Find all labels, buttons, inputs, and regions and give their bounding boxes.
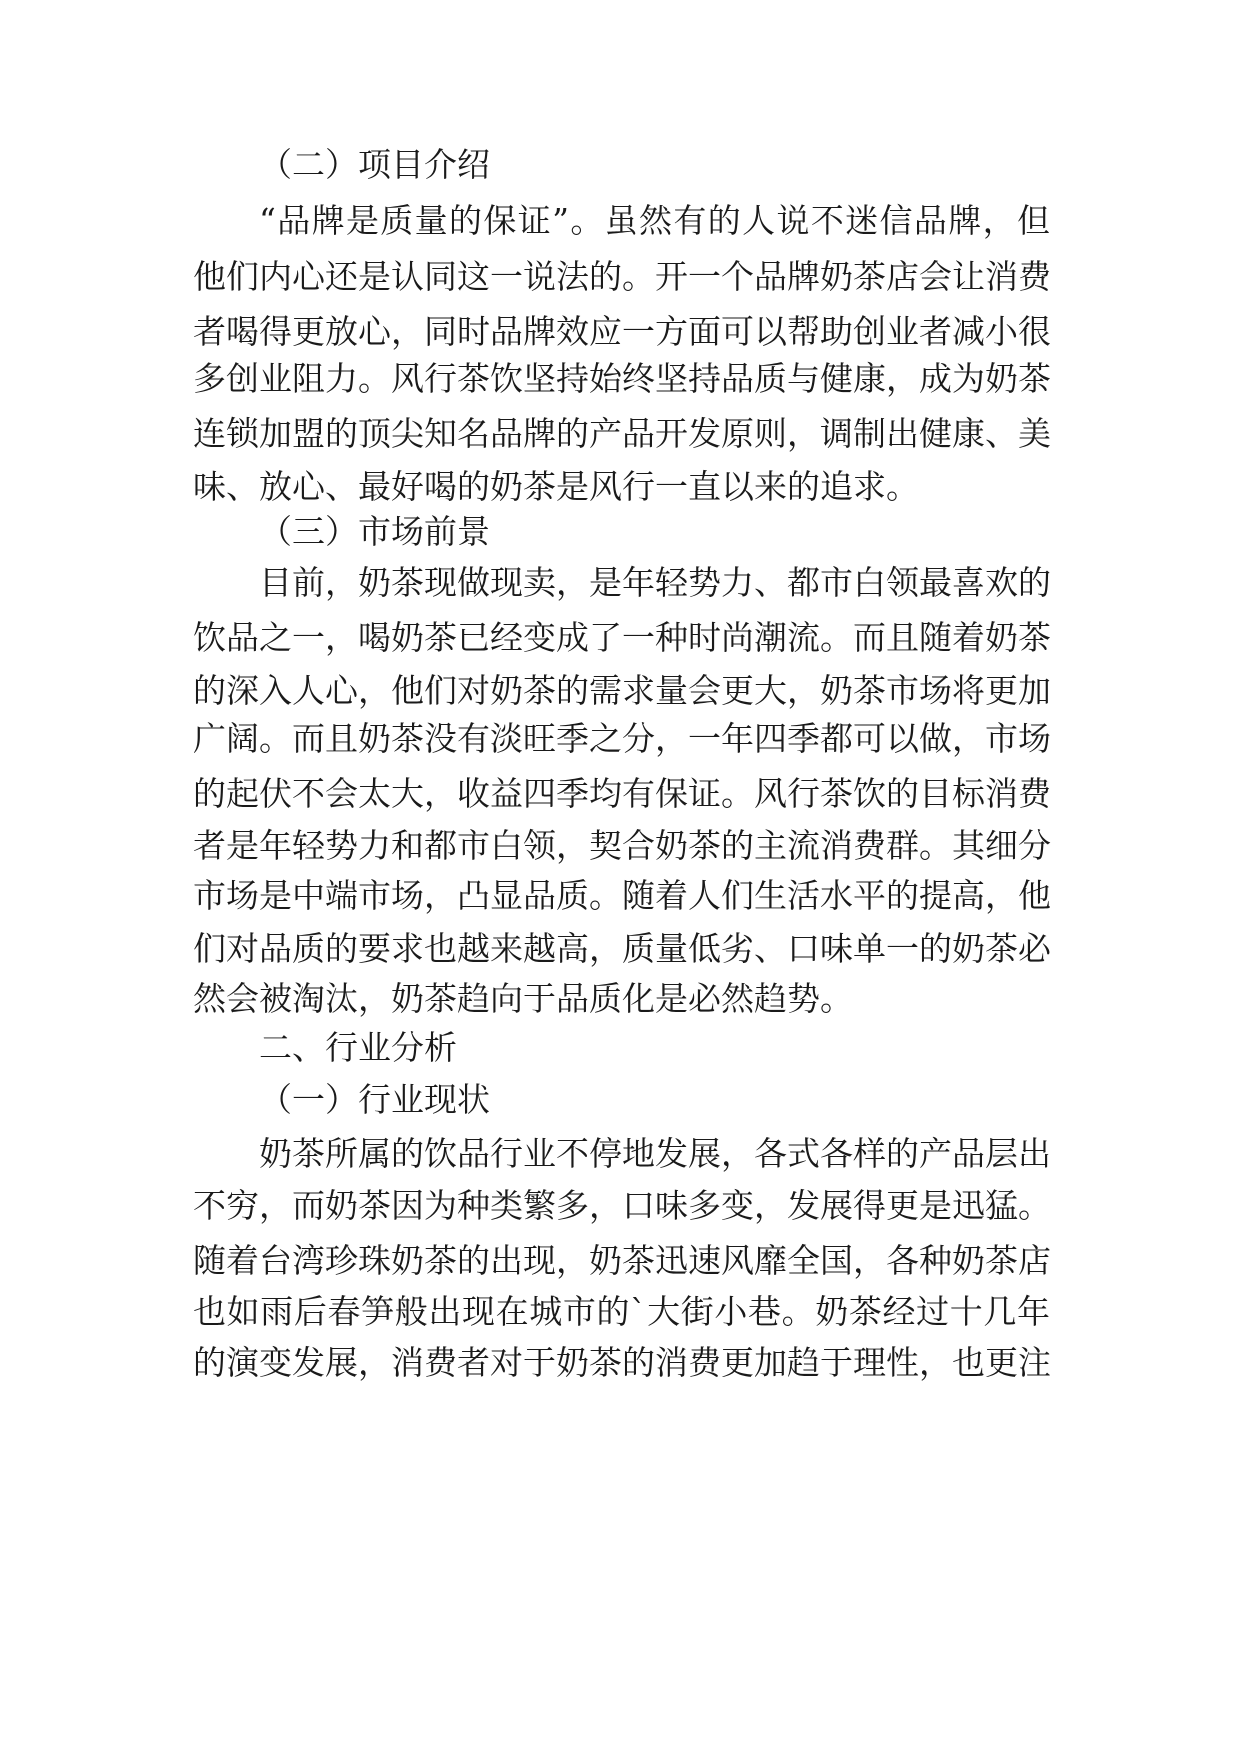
paragraph-line: 然会被淘汰，奶茶趋向于品质化是必然趋势。 <box>193 979 853 1018</box>
paragraph-line: 连锁加盟的顶尖知名品牌的产品开发原则，调制出健康、美 <box>193 414 1051 453</box>
paragraph-line: 的演变发展，消费者对于奶茶的消费更加趋于理性，也更注 <box>193 1343 1051 1382</box>
paragraph-line: 的起伏不会太大，收益四季均有保证。风行茶饮的目标消费 <box>193 774 1051 813</box>
paragraph-line: 目前，奶茶现做现卖，是年轻势力、都市白领最喜欢的 <box>259 563 1051 602</box>
section-heading-project-intro: （二）项目介绍 <box>259 145 490 184</box>
section-heading-industry-status: （一）行业现状 <box>259 1080 490 1119</box>
paragraph-line: 者喝得更放心，同时品牌效应一方面可以帮助创业者减小很 <box>193 312 1051 351</box>
paragraph-line: 奶茶所属的饮品行业不停地发展，各式各样的产品层出 <box>259 1134 1051 1173</box>
paragraph-line: 随着台湾珍珠奶茶的出现，奶茶迅速风靡全国，各种奶茶店 <box>193 1241 1051 1280</box>
paragraph-line: 不穷，而奶茶因为种类繁多，口味多变，发展得更是迅猛。 <box>193 1186 1051 1225</box>
paragraph-line: 也如雨后春笋般出现在城市的`大街小巷。奶茶经过十几年 <box>193 1292 1050 1331</box>
paragraph-line: 饮品之一，喝奶茶已经变成了一种时尚潮流。而且随着奶茶 <box>193 618 1051 657</box>
paragraph-line: 他们内心还是认同这一说法的。开一个品牌奶茶店会让消费 <box>193 257 1051 296</box>
section-heading-industry-analysis: 二、行业分析 <box>259 1028 457 1067</box>
paragraph-line: 多创业阻力。风行茶饮坚持始终坚持品质与健康，成为奶茶 <box>193 359 1051 398</box>
paragraph-line: 者是年轻势力和都市白领，契合奶茶的主流消费群。其细分 <box>193 826 1051 865</box>
paragraph-line: 的深入人心，他们对奶茶的需求量会更大，奶茶市场将更加 <box>193 671 1051 710</box>
section-heading-market-outlook: （三）市场前景 <box>259 512 490 551</box>
paragraph-line: 市场是中端市场，凸显品质。随着人们生活水平的提高，他 <box>193 876 1051 915</box>
paragraph-line: “品牌是质量的保证”。虽然有的人说不迷信品牌，但 <box>259 201 1050 240</box>
paragraph-line: 味、放心、最好喝的奶茶是风行一直以来的追求。 <box>193 467 919 506</box>
paragraph-line: 们对品质的要求也越来越高，质量低劣、口味单一的奶茶必 <box>193 929 1051 968</box>
paragraph-line: 广阔。而且奶茶没有淡旺季之分，一年四季都可以做，市场 <box>193 719 1051 758</box>
